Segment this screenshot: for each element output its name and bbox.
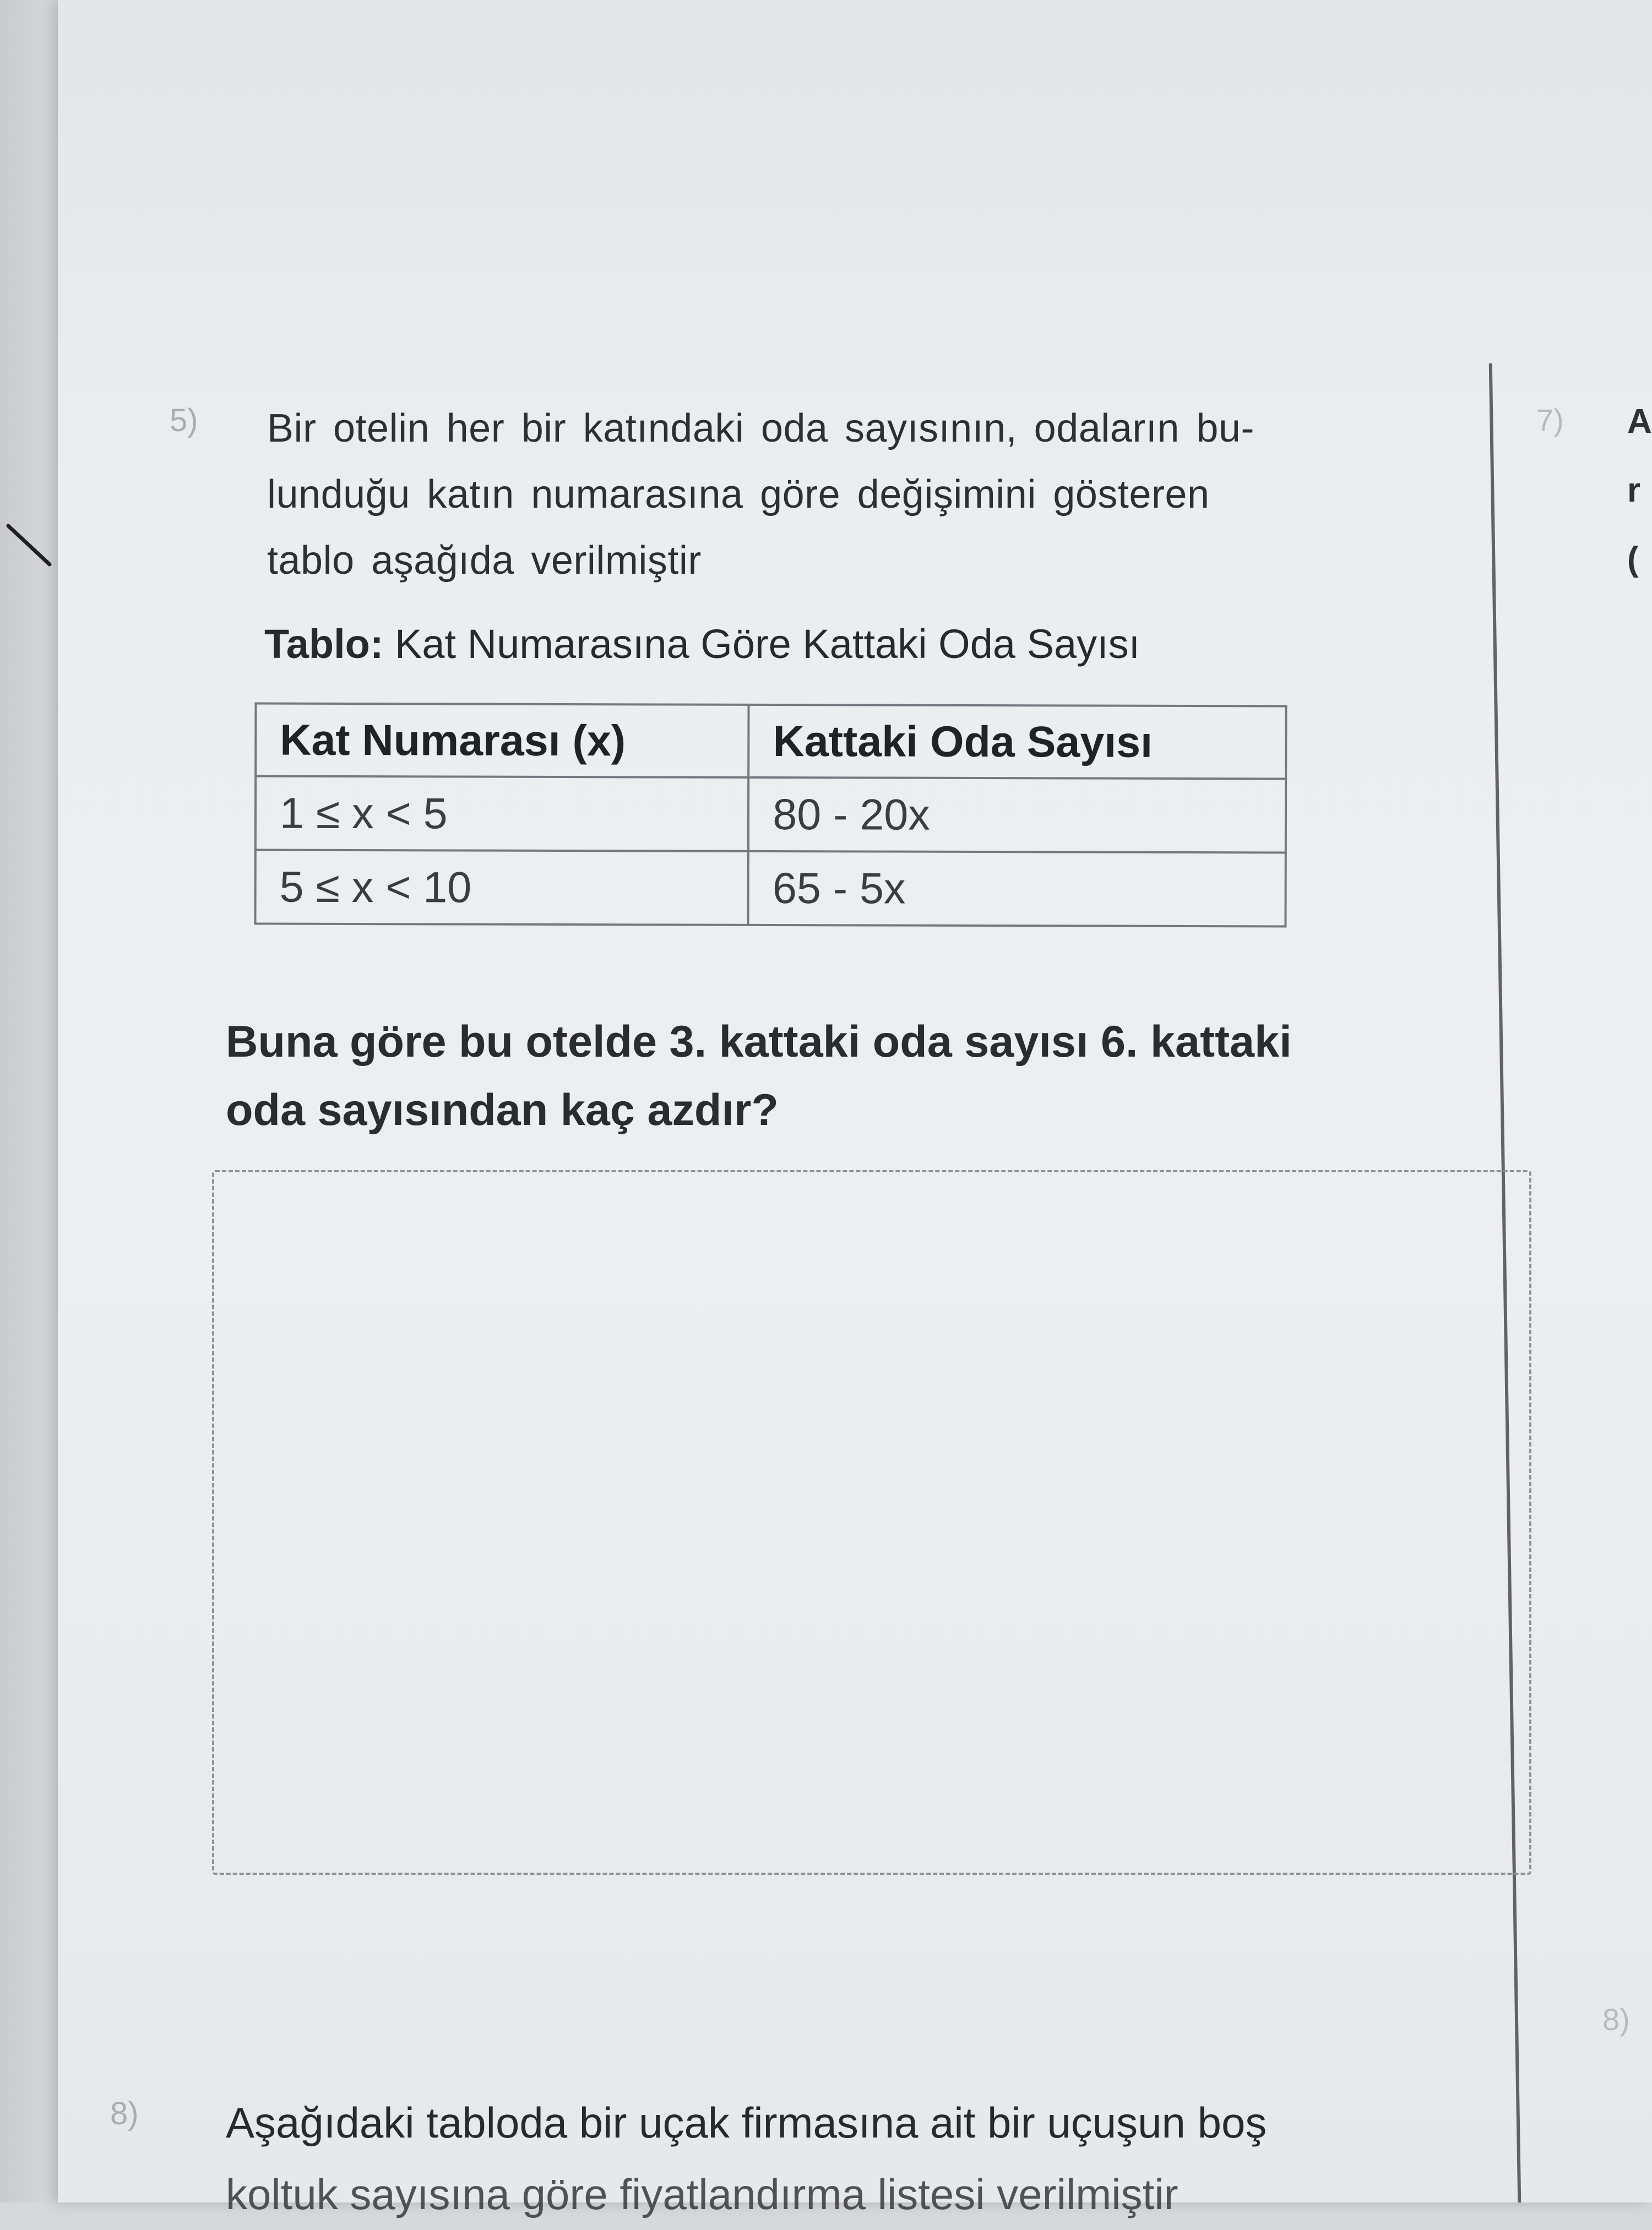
table-header-floor: Kat Numarası (x) xyxy=(256,704,749,777)
question-8-number: 8) xyxy=(110,2096,139,2131)
check-mark-icon xyxy=(6,523,55,573)
question-5-text xyxy=(267,395,1479,594)
table-header-row xyxy=(256,704,1286,779)
question-5-line: tablo aşağıda verilmiştir xyxy=(267,539,702,583)
page-edge-shadow xyxy=(0,0,61,2202)
right-column-fragment: A xyxy=(1627,403,1652,440)
question-8-side-number: 8) xyxy=(1602,2002,1630,2037)
question-5-prompt-line: oda sayısından kaç azdır? xyxy=(226,1085,779,1135)
table-caption xyxy=(264,617,1476,672)
table-cell-formula: 65 - 5x xyxy=(748,851,1286,927)
table-caption-prefix: Tablo: xyxy=(264,621,384,667)
question-5-line: Bir otelin her bir katındaki oda sayısının, odaların bu- xyxy=(267,406,1254,450)
question-5-prompt-line: Buna göre bu otelde 3. kattaki oda sayısı 6. kattaki xyxy=(226,1017,1292,1067)
question-8-text xyxy=(226,2087,1547,2230)
question-7-number: 7) xyxy=(1536,403,1564,437)
right-column-fragment: ( xyxy=(1627,540,1639,578)
question-8-line: Aşağıdaki tabloda bir uçak firmasına ait bir uçuşun boş xyxy=(226,2098,1267,2147)
table-cell-range: 1 ≤ x < 5 xyxy=(256,776,749,851)
right-column-fragment: r xyxy=(1627,471,1641,509)
room-count-table xyxy=(254,703,1287,928)
question-5-line: lunduğu katın numarasına göre değişimini gösteren xyxy=(267,472,1210,516)
question-5-prompt xyxy=(226,1008,1520,1144)
answer-box[interactable] xyxy=(212,1170,1531,1875)
table-row xyxy=(255,850,1285,927)
table-header-room-count: Kattaki Oda Sayısı xyxy=(749,705,1286,779)
question-8-line: koltuk sayısına göre fiyatlandırma listesi verilmiştir xyxy=(226,2170,1178,2218)
question-5-number: 5) xyxy=(170,403,198,438)
table-caption-title: Kat Numarasına Göre Kattaki Oda Sayısı xyxy=(383,621,1140,667)
table-row xyxy=(256,776,1286,853)
table-cell-formula: 80 - 20x xyxy=(748,777,1286,853)
table-cell-range: 5 ≤ x < 10 xyxy=(255,850,748,925)
